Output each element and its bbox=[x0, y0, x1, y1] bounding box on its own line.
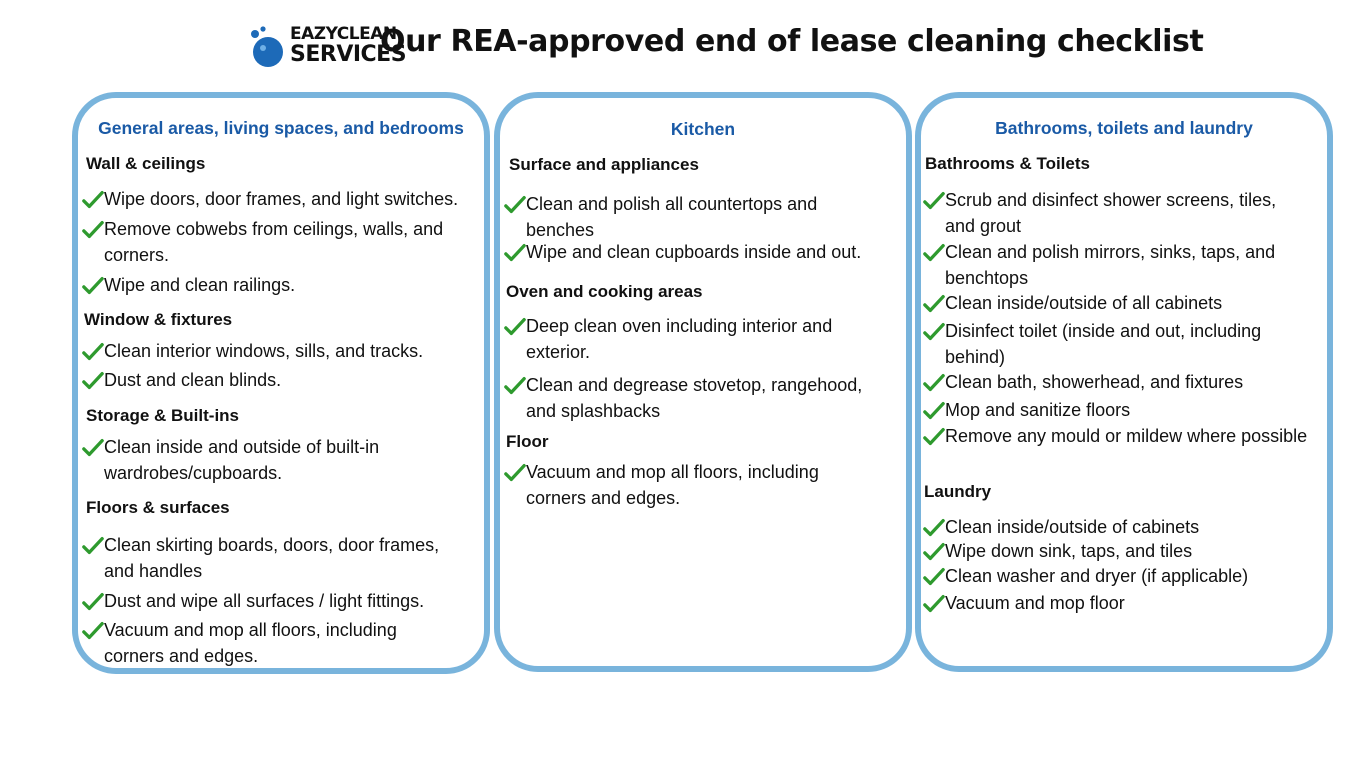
section-heading-laundry: Laundry bbox=[924, 482, 992, 501]
check-icon bbox=[923, 593, 945, 615]
checklist-item-text: Wipe and clean railings. bbox=[104, 275, 296, 295]
check-icon bbox=[504, 375, 526, 397]
checklist-item-text: Vacuum and mop all floors, including corners and edges. bbox=[526, 462, 819, 508]
checklist-item bbox=[84, 588, 474, 614]
section-heading-surface-appliances: Surface and appliances bbox=[509, 155, 699, 174]
checklist-item-text: Disinfect toilet (inside and out, including behind) bbox=[945, 321, 1262, 367]
checklist-item bbox=[84, 186, 474, 212]
check-icon bbox=[923, 293, 945, 315]
checklist-item-text: Clean washer and dryer (if applicable) bbox=[945, 566, 1249, 586]
check-icon bbox=[923, 242, 945, 264]
checklist-item bbox=[506, 191, 866, 243]
check-icon bbox=[923, 541, 945, 563]
check-icon bbox=[923, 321, 945, 343]
check-icon bbox=[82, 275, 104, 297]
checklist-item-text: Clean bath, showerhead, and fixtures bbox=[945, 372, 1244, 392]
check-icon bbox=[82, 189, 104, 211]
check-icon bbox=[82, 437, 104, 459]
company-logo bbox=[248, 24, 407, 68]
checklist-item bbox=[925, 369, 1321, 395]
checklist-item bbox=[925, 590, 1321, 616]
checklist-item-text: Clean inside/outside of cabinets bbox=[945, 517, 1200, 537]
section-heading-bathrooms-toilets: Bathrooms & Toilets bbox=[925, 154, 1090, 173]
check-icon bbox=[923, 566, 945, 588]
checklist-item bbox=[84, 272, 474, 298]
check-icon bbox=[923, 372, 945, 394]
card-title: Bathrooms, toilets and laundry bbox=[995, 118, 1253, 138]
check-icon bbox=[82, 535, 104, 557]
check-icon bbox=[504, 242, 526, 264]
checklist-item bbox=[925, 563, 1321, 589]
checklist-item bbox=[506, 313, 876, 365]
checklist-item-text: Vacuum and mop all floors, including corners and edges. bbox=[104, 620, 397, 666]
checklist-item-text: Mop and sanitize floors bbox=[945, 400, 1131, 420]
checklist-item-text: Clean and polish all countertops and benches bbox=[526, 194, 818, 240]
checklist-item-text: Remove cobwebs from ceilings, walls, and corners. bbox=[104, 219, 444, 265]
checklist-item bbox=[925, 514, 1321, 540]
checklist-item bbox=[84, 367, 474, 393]
section-heading-floor: Floor bbox=[506, 432, 549, 451]
logo-text-line1: EAZYCLEAN bbox=[290, 24, 397, 44]
bubbles-icon bbox=[248, 24, 288, 68]
checklist-item bbox=[84, 434, 414, 486]
section-heading-oven-cooking: Oven and cooking areas bbox=[506, 282, 703, 301]
check-icon bbox=[82, 370, 104, 392]
checklist-item-text: Deep clean oven including interior and exterior. bbox=[526, 316, 833, 362]
check-icon bbox=[923, 400, 945, 422]
checklist-item bbox=[84, 216, 454, 268]
checklist-item bbox=[506, 239, 896, 265]
card-kitchen bbox=[494, 92, 912, 672]
checklist-item bbox=[84, 617, 434, 669]
checklist-item-text: Clean and degrease stovetop, rangehood, and splashbacks bbox=[526, 375, 863, 421]
checklist-item-text: Clean inside/outside of all cabinets bbox=[945, 293, 1223, 313]
card-general-areas bbox=[72, 92, 490, 674]
checklist-item-text: Clean skirting boards, doors, door frames, and handles bbox=[104, 535, 440, 581]
check-icon bbox=[504, 462, 526, 484]
checklist-item bbox=[84, 338, 474, 364]
header bbox=[0, 20, 1366, 76]
checklist-item-text: Wipe and clean cupboards inside and out. bbox=[526, 242, 862, 262]
checklist-item-text: Clean interior windows, sills, and tracks. bbox=[104, 341, 424, 361]
card-title: General areas, living spaces, and bedrooms bbox=[98, 118, 464, 138]
section-heading-storage: Storage & Built-ins bbox=[86, 406, 240, 425]
section-heading-wall-ceilings: Wall & ceilings bbox=[86, 154, 206, 173]
check-icon bbox=[923, 517, 945, 539]
checklist-item-text: Remove any mould or mildew where possible bbox=[945, 426, 1308, 446]
checklist-item bbox=[925, 318, 1285, 370]
checklist-item-text: Vacuum and mop floor bbox=[945, 593, 1125, 613]
page-title: Our REA-approved end of lease cleaning checklist bbox=[380, 24, 1204, 59]
checklist-item bbox=[925, 290, 1321, 316]
checklist-item-text: Scrub and disinfect shower screens, tiles, and grout bbox=[945, 190, 1277, 236]
checklist-item-text: Wipe doors, door frames, and light switches. bbox=[104, 189, 459, 209]
checklist-item bbox=[506, 372, 886, 424]
card-bathrooms-laundry bbox=[915, 92, 1333, 672]
checklist-item bbox=[84, 532, 464, 584]
checklist-item bbox=[925, 538, 1321, 564]
checklist-item-text: Clean inside and outside of built-in wardrobes/cupboards. bbox=[104, 437, 380, 483]
checklist-item bbox=[925, 187, 1295, 239]
checklist-item bbox=[925, 397, 1321, 423]
check-icon bbox=[923, 190, 945, 212]
check-icon bbox=[504, 316, 526, 338]
check-icon bbox=[82, 341, 104, 363]
logo-text-line2: SERVICES bbox=[290, 42, 407, 67]
check-icon bbox=[82, 219, 104, 241]
checklist-item bbox=[925, 423, 1325, 449]
check-icon bbox=[504, 194, 526, 216]
check-icon bbox=[923, 426, 945, 448]
checklist-item-text: Clean and polish mirrors, sinks, taps, and benchtops bbox=[945, 242, 1276, 288]
card-title: Kitchen bbox=[670, 119, 736, 139]
check-icon bbox=[82, 591, 104, 613]
checklist-item-text: Wipe down sink, taps, and tiles bbox=[945, 541, 1193, 561]
checklist-item bbox=[925, 239, 1295, 291]
checklist-item-text: Dust and wipe all surfaces / light fittings. bbox=[104, 591, 425, 611]
check-icon bbox=[82, 620, 104, 642]
checklist-item-text: Dust and clean blinds. bbox=[104, 370, 282, 390]
section-heading-window-fixtures: Window & fixtures bbox=[84, 310, 233, 329]
checklist-item bbox=[506, 459, 866, 511]
section-heading-floors-surfaces: Floors & surfaces bbox=[86, 498, 230, 517]
